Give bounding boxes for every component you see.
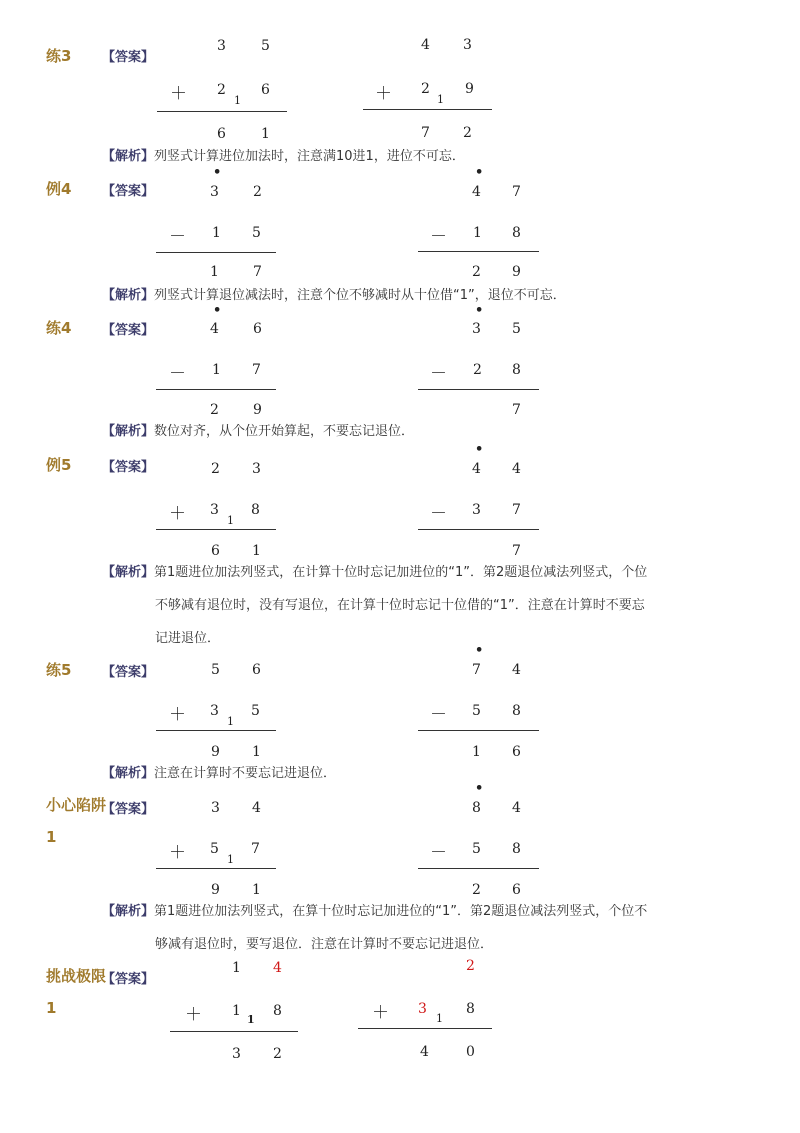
explanation-tag: 【解析】 [102, 424, 155, 439]
explanation-text: 列竖式计算进位加法时，注意满10进1，进位不可忘． [154, 149, 465, 164]
explanation-text: 第1题进位加法列竖式，在算十位时忘记加进位的“1”．第2题退位减法列竖式，个位不 [154, 904, 648, 919]
mid-tens: 1 [232, 1003, 241, 1019]
explanation-tag: 【解析】 [102, 766, 155, 781]
borrow-dot: • [213, 165, 222, 180]
mid-ones: 8 [512, 362, 521, 378]
mid-ones: 8 [251, 502, 260, 518]
result-ones: 7 [512, 543, 521, 559]
carry-mark: 1 [436, 1012, 443, 1025]
result-line [418, 868, 539, 869]
top-tens: 2 [211, 461, 220, 477]
operator: ＋ [372, 1003, 389, 1023]
explanation-tag: 【解析】 [102, 288, 155, 303]
mid-ones: 8 [512, 703, 521, 719]
operator: ＋ [375, 84, 392, 104]
section-label: 小心陷阱1 [46, 796, 107, 846]
result-line [418, 251, 539, 252]
carry-mark: 1 [227, 514, 234, 527]
explanation [102, 140, 722, 173]
mid-ones: 5 [251, 703, 260, 719]
borrow-dot: • [475, 781, 484, 796]
result-ones: 1 [252, 744, 261, 760]
mid-tens: 5 [210, 841, 219, 857]
answer-tag: 【答案】 [102, 665, 155, 680]
result-tens: 2 [210, 402, 219, 418]
top-tens: 4 [472, 461, 481, 477]
mid-tens: 1 [473, 225, 482, 241]
result-tens: 1 [210, 264, 219, 280]
explanation-text: 列竖式计算退位减法时，注意个位不够减时从十位借“1”，退位不可忘． [154, 288, 566, 303]
top-ones: 6 [252, 662, 261, 678]
explanation-tag: 【解析】 [102, 904, 155, 919]
result-tens: 1 [472, 744, 481, 760]
mid-ones: 7 [252, 362, 261, 378]
answer-tag: 【答案】 [102, 802, 155, 817]
result-line [363, 109, 492, 110]
result-ones: 9 [512, 264, 521, 280]
result-line [418, 529, 539, 530]
result-tens: 6 [217, 126, 226, 142]
mid-tens: 1 [212, 362, 221, 378]
top-tens: 5 [211, 662, 220, 678]
top-tens: 3 [472, 321, 481, 337]
result-ones: 1 [252, 882, 261, 898]
explanation-text: 不够减有退位时，没有写退位，在计算十位时忘记十位借的“1”．注意在计算时不要忘 [155, 598, 645, 613]
mid-tens: 2 [421, 81, 430, 97]
result-ones: 0 [466, 1044, 475, 1060]
operator: － [169, 227, 186, 247]
explanation [102, 895, 742, 961]
section-label: 例5 [46, 456, 72, 474]
answer-tag: 【答案】 [102, 184, 155, 199]
operator: － [430, 504, 447, 524]
explanation-text: 记进退位． [155, 631, 221, 646]
explanation-tag: 【解析】 [102, 565, 155, 580]
mid-tens: 3 [210, 703, 219, 719]
borrow-dot: • [475, 165, 484, 180]
top-ones: 2 [466, 958, 475, 974]
result-ones: 9 [253, 402, 262, 418]
top-ones: 4 [273, 960, 282, 976]
borrow-dot: • [475, 643, 484, 658]
explanation [102, 415, 722, 448]
explanation-text: 数位对齐，从个位开始算起，不要忘记退位． [154, 424, 415, 439]
mid-tens: 5 [472, 841, 481, 857]
result-line [157, 111, 287, 112]
mid-ones: 8 [512, 225, 521, 241]
mid-tens: 3 [418, 1001, 427, 1017]
mid-ones: 7 [251, 841, 260, 857]
result-tens: 2 [472, 882, 481, 898]
borrow-dot: • [475, 303, 484, 318]
mid-tens: 3 [210, 502, 219, 518]
top-ones: 3 [463, 37, 472, 53]
mid-tens: 1 [212, 225, 221, 241]
top-ones: 5 [261, 38, 270, 54]
result-tens: 6 [211, 543, 220, 559]
mid-ones: 8 [512, 841, 521, 857]
answer-tag: 【答案】 [102, 50, 155, 65]
result-line [418, 730, 539, 731]
result-ones: 6 [512, 882, 521, 898]
result-tens: 4 [420, 1044, 429, 1060]
operator: － [430, 364, 447, 384]
result-ones: 2 [463, 125, 472, 141]
top-tens: 8 [472, 800, 481, 816]
result-tens: 7 [421, 125, 430, 141]
operator: ＋ [169, 843, 186, 863]
carry-mark: 1 [247, 1013, 255, 1026]
section-label: 挑战极限1 [46, 967, 107, 1017]
answer-tag: 【答案】 [102, 323, 155, 338]
borrow-dot: • [213, 303, 222, 318]
result-tens: 3 [232, 1046, 241, 1062]
top-ones: 4 [252, 800, 261, 816]
section-label: 例4 [46, 180, 72, 198]
top-tens: 3 [210, 184, 219, 200]
top-ones: 4 [512, 461, 521, 477]
carry-mark: 1 [437, 93, 444, 106]
section-label: 练4 [46, 319, 72, 337]
top-ones: 6 [253, 321, 262, 337]
mid-tens: 5 [472, 703, 481, 719]
result-ones: 6 [512, 744, 521, 760]
explanation-tag: 【解析】 [102, 149, 155, 164]
top-tens: 1 [232, 960, 241, 976]
operator: － [169, 364, 186, 384]
operator: － [430, 227, 447, 247]
carry-mark: 1 [227, 853, 234, 866]
mid-tens: 2 [473, 362, 482, 378]
operator: ＋ [169, 705, 186, 725]
mid-ones: 6 [261, 82, 270, 98]
operator: ＋ [185, 1005, 202, 1025]
top-tens: 4 [421, 37, 430, 53]
result-line [156, 868, 276, 869]
section-label: 练3 [46, 47, 72, 65]
top-tens: 3 [217, 38, 226, 54]
result-ones: 2 [273, 1046, 282, 1062]
result-line [156, 252, 276, 253]
mid-tens: 3 [472, 502, 481, 518]
top-tens: 4 [210, 321, 219, 337]
top-tens: 4 [472, 184, 481, 200]
mid-ones: 8 [466, 1001, 475, 1017]
operator: ＋ [169, 504, 186, 524]
section-label: 练5 [46, 661, 72, 679]
top-ones: 4 [512, 800, 521, 816]
result-ones: 7 [512, 402, 521, 418]
result-ones: 7 [253, 264, 262, 280]
mid-tens: 2 [217, 82, 226, 98]
top-tens: 3 [211, 800, 220, 816]
result-tens: 9 [211, 744, 220, 760]
explanation-text: 第1题进位加法列竖式，在计算十位时忘记加进位的“1”．第2题退位减法列竖式，个位 [154, 565, 648, 580]
carry-mark: 1 [227, 715, 234, 728]
mid-ones: 9 [465, 81, 474, 97]
explanation [102, 556, 742, 655]
top-ones: 3 [252, 461, 261, 477]
mid-ones: 5 [252, 225, 261, 241]
explanation-text: 够减有退位时，要写退位．注意在计算时不要忘记进退位． [155, 937, 494, 952]
operator: ＋ [170, 84, 187, 104]
explanation-text: 注意在计算时不要忘记进退位． [154, 766, 337, 781]
explanation [102, 279, 722, 312]
result-line [156, 730, 276, 731]
result-line [358, 1028, 492, 1029]
result-tens: 9 [211, 882, 220, 898]
top-ones: 7 [512, 184, 521, 200]
top-ones: 2 [253, 184, 262, 200]
top-ones: 4 [512, 662, 521, 678]
answer-tag: 【答案】 [102, 460, 155, 475]
mid-ones: 8 [273, 1003, 282, 1019]
mid-ones: 7 [512, 502, 521, 518]
result-line [156, 389, 276, 390]
explanation [102, 757, 722, 790]
top-ones: 5 [512, 321, 521, 337]
answer-tag: 【答案】 [102, 972, 155, 987]
operator: － [430, 705, 447, 725]
result-ones: 1 [252, 543, 261, 559]
result-tens: 2 [472, 264, 481, 280]
carry-mark: 1 [234, 94, 241, 107]
result-line [418, 389, 539, 390]
result-ones: 1 [261, 126, 270, 142]
operator: － [430, 843, 447, 863]
result-line [156, 529, 276, 530]
borrow-dot: • [475, 442, 484, 457]
result-line [170, 1031, 298, 1032]
top-tens: 7 [472, 662, 481, 678]
